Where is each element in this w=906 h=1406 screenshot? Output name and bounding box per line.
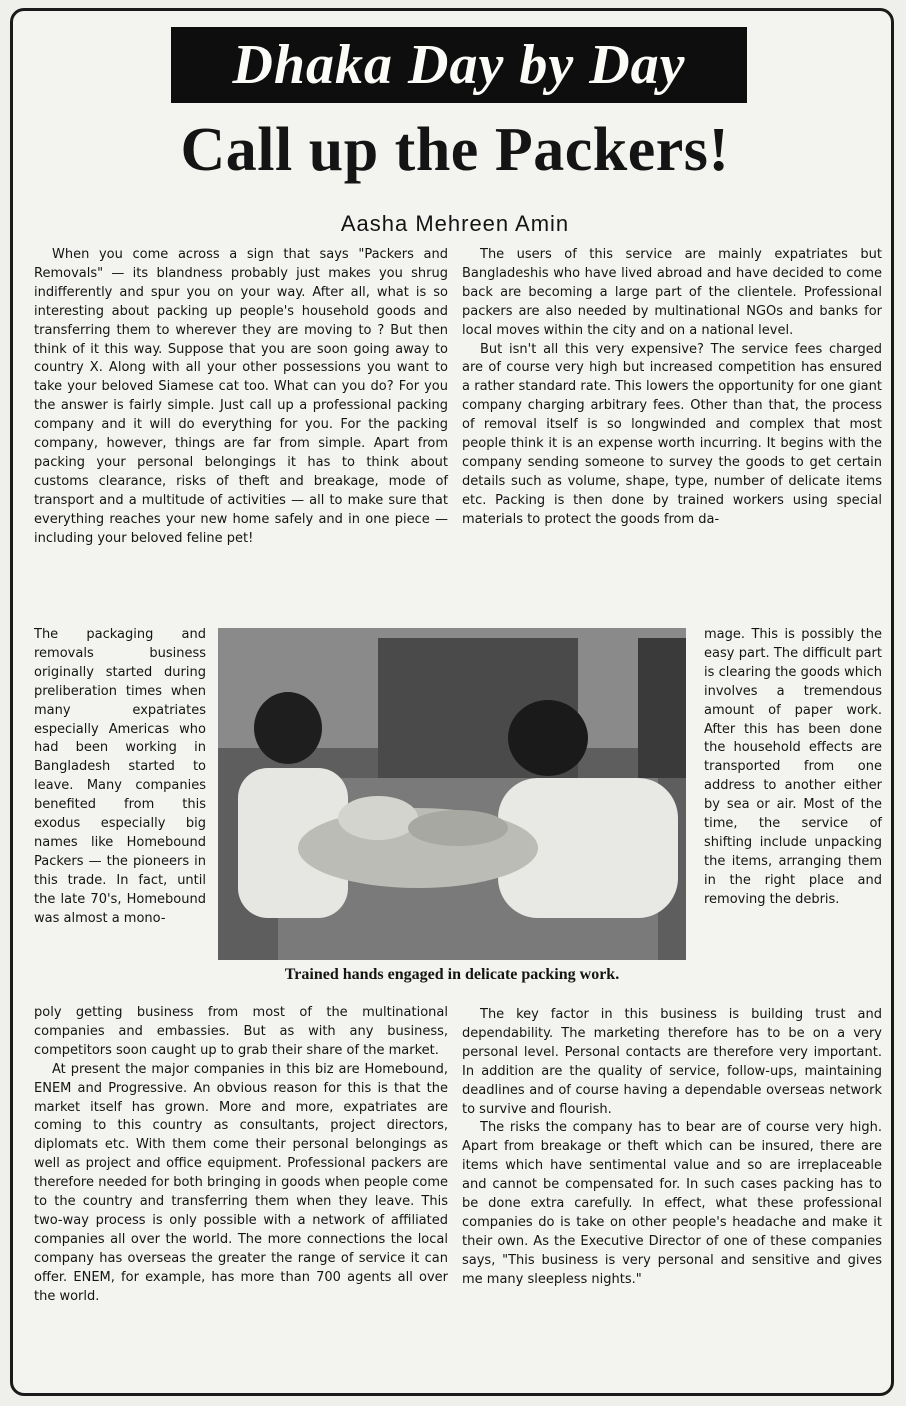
right-column-top <box>462 246 882 530</box>
paragraph: The users of this service are mainly expatriates but Bangladeshis who have lived abroad and have decided to come back are becoming a large part of the clientele. Professional packers are also needed by multinational NGOs and banks for local moves within the city and on a national level. <box>462 247 882 338</box>
paragraph: mage. This is possibly the easy part. The difficult part is clearing the goods which involves a tremendous amount of paper work. After this has been done the household effects are transported from one address to another either by sea or air. Most of the time, the service of shifting include unpacking the items, arranging them in the right place and removing the debris. <box>704 627 882 907</box>
photo-caption: Trained hands engaged in delicate packing work. <box>284 966 620 983</box>
right-column-narrow <box>704 626 882 910</box>
left-column-bottom <box>34 1004 448 1307</box>
paragraph: But isn't all this very expensive? The service fees charged are of course very high but increased competition has ensured a rather standard rate. This lowers the opportunity for one giant company charging arbitrary fees. Other than that, the process of removal itself is so longwinded and complex that most people think it is an expense worth incurring. It begins with the company sending someone to survey the goods to get certain details such as volume, shape, type, number of delicate items etc. Packing is then done by trained workers using special materials to protect the goods from da- <box>462 341 882 527</box>
paragraph: The packaging and removals business originally started during preliberation times when many expatriates especially Americas who had been working in Bangladesh started to leave. Many companies benefited from this exodus especially big names like Homebound Packers — the pioneers in this trade. In fact, until the late 70's, Homebound was almost a mono- <box>34 627 206 926</box>
paragraph: At present the major companies in this biz are Homebound, ENEM and Progressive. An obvious reason for this is that the market itself has grown. More and more, expatriates are coming to this country as consultants, project directors, diplomats etc. With them come their personal belongings as well as project and office equipment. Professional packers are therefore needed for both bringing in goods when people come to the country and transferring them when they leave. This two-way process is only possible with a network of affiliated companies all over the world. The more connections the local company has overseas the greater the range of service it can offer. ENEM, for example, has more than 700 agents all over the world. <box>34 1061 448 1304</box>
headline: Call up the Packers! <box>180 116 730 184</box>
packing-photo <box>218 628 686 960</box>
left-column-top <box>34 246 448 549</box>
photo-illustration <box>218 628 686 960</box>
paragraph: The key factor in this business is building trust and dependability. The marketing therefore has to be on a very personal level. Personal contacts are therefore very important. In addition are the quality of service, follow-ups, maintaining deadlines and of course having a dependable overseas network to survive and flourish. <box>462 1007 882 1117</box>
paragraph: poly getting business from most of the multinational companies and embassies. But as with any business, competitors soon caught up to grab their share of the market. <box>34 1005 448 1058</box>
right-column-bottom <box>462 1006 882 1290</box>
left-column-narrow <box>34 626 206 929</box>
byline: Aasha Mehreen Amin <box>340 211 570 236</box>
paragraph: When you come across a sign that says "Packers and Removals" — its blandness probably just makes you shrug indifferently and spur you on your way. After all, what is so interesting about packing up people's household goods and transferring them to wherever they are moving to ? But then think of it this way. Suppose that you are soon going away to country X. Along with all your other possessions you want to take your beloved Siamese cat too. What can you do? For you the answer is fairly simple. Just call up a professional packing company and it will do everything for you. For the packing company, however, things are far from simple. Apart from packing your personal belongings it has to think about customs clearance, risks of theft and breakage, mode of transport and a multitude of activities — all to make sure that everything reaches your new home safely and in one piece — including your beloved feline pet! <box>34 247 448 546</box>
paragraph: The risks the company has to bear are of course very high. Apart from breakage or theft which can be insured, there are items which have sentimental value and so are irreplaceable and cannot be compensated for. In such cases packing has to be done extra carefully. In effect, what these professional companies do is take on other people's headache and make it their own. As the Executive Director of one of these companies says, "This business is very personal and sensitive and gives me many sleepless nights." <box>462 1120 882 1287</box>
masthead-banner: Dhaka Day by Day <box>171 27 747 103</box>
